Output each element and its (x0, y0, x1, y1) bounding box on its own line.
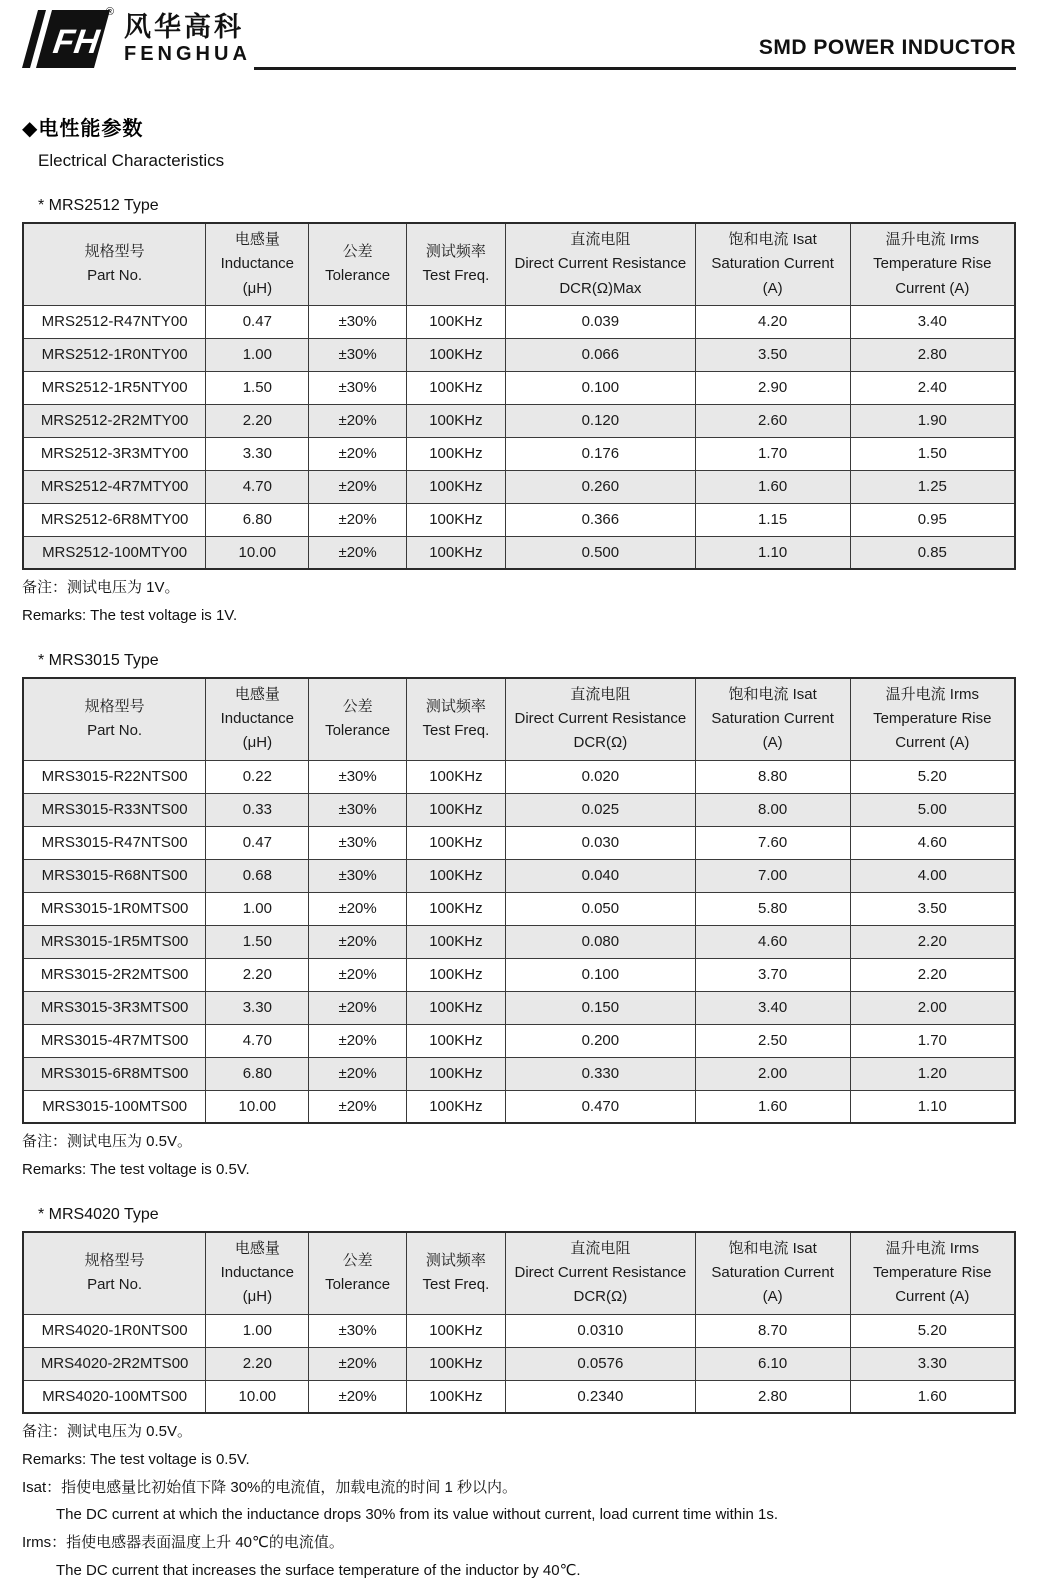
table-cell: 2.20 (850, 925, 1015, 958)
column-header: 饱和电流 Isat Saturation Current (A) (695, 1232, 850, 1314)
table-cell: 3.30 (850, 1347, 1015, 1380)
table-cell: 5.00 (850, 793, 1015, 826)
table-row (23, 991, 1015, 1024)
table-title: * MRS4020 Type (38, 1205, 159, 1223)
table-cell: 10.00 (206, 1380, 309, 1413)
table-cell: 100KHz (406, 404, 505, 437)
table-cell: 1.50 (206, 925, 309, 958)
table-cell: 2.20 (206, 404, 309, 437)
table-cell: 3.30 (206, 991, 309, 1024)
table-cell: MRS3015-R68NTS00 (23, 859, 206, 892)
company-name-cn: 风华高科 (124, 12, 244, 42)
table-cell: ±20% (309, 1347, 406, 1380)
section-heading (22, 112, 1016, 171)
table-cell: 0.0310 (506, 1314, 696, 1347)
table-row (23, 892, 1015, 925)
header-rule (254, 14, 1016, 70)
table-cell: 100KHz (406, 991, 505, 1024)
table-cell: 100KHz (406, 371, 505, 404)
spec-table-mrs4020 (22, 1231, 1016, 1414)
table-cell: MRS3015-R47NTS00 (23, 826, 206, 859)
table-cell: 100KHz (406, 503, 505, 536)
table-cell: 0.85 (850, 536, 1015, 569)
remark-en: Remarks: The test voltage is 0.5V. (22, 1161, 250, 1179)
table-cell: MRS2512-1R5NTY00 (23, 371, 206, 404)
table-title: * MRS3015 Type (38, 651, 159, 669)
column-header: 饱和电流 Isat Saturation Current (A) (695, 678, 850, 760)
isat-definition-cn: Isat：指使电感量比初始值下降 30%的电流值，加载电流的时间 1 秒以内。 (22, 1478, 518, 1496)
table-cell: ±30% (309, 371, 406, 404)
table-cell: MRS2512-100MTY00 (23, 536, 206, 569)
table-cell: 1.90 (850, 404, 1015, 437)
table-cell: 2.60 (695, 404, 850, 437)
table-cell: ±20% (309, 1090, 406, 1123)
table-cell: 2.20 (206, 1347, 309, 1380)
table-cell: 7.60 (695, 826, 850, 859)
table-cell: 0.470 (506, 1090, 696, 1123)
table-row (23, 371, 1015, 404)
table-cell: 6.80 (206, 503, 309, 536)
table-cell: 1.60 (695, 1090, 850, 1123)
footnotes (22, 1479, 1016, 1581)
table-cell: 0.025 (506, 793, 696, 826)
column-header: 测试频率 Test Freq. (406, 223, 505, 305)
table-row (23, 793, 1015, 826)
table-row (23, 958, 1015, 991)
table-cell: 100KHz (406, 1090, 505, 1123)
table-row (23, 503, 1015, 536)
table-cell: 0.066 (506, 338, 696, 371)
table-cell: 100KHz (406, 826, 505, 859)
table-cell: 1.50 (850, 437, 1015, 470)
table-cell: 10.00 (206, 536, 309, 569)
table-cell: 100KHz (406, 793, 505, 826)
table-cell: 1.70 (695, 437, 850, 470)
table-cell: MRS3015-4R7MTS00 (23, 1024, 206, 1057)
table-cell: ±30% (309, 338, 406, 371)
table-cell: 100KHz (406, 1024, 505, 1057)
table-cell: 0.120 (506, 404, 696, 437)
isat-definition-en: The DC current at which the inductance drops 30% from its value without current, load current time within 1s. (56, 1506, 778, 1524)
column-header: 直流电阻 Direct Current Resistance DCR(Ω) (506, 1232, 696, 1314)
document-title: SMD POWER INDUCTOR (758, 36, 1016, 59)
table-cell: 100KHz (406, 338, 505, 371)
table-cell: ±20% (309, 925, 406, 958)
table-cell: 2.80 (695, 1380, 850, 1413)
table-cell: 8.80 (695, 760, 850, 793)
spec-table-mrs2512 (22, 222, 1016, 570)
table-cell: 3.50 (695, 338, 850, 371)
table-cell: ±30% (309, 826, 406, 859)
table-cell: 100KHz (406, 470, 505, 503)
table-cell: ±30% (309, 793, 406, 826)
table-cell: ±30% (309, 1314, 406, 1347)
table-cell: ±20% (309, 1057, 406, 1090)
table-cell: MRS3015-R22NTS00 (23, 760, 206, 793)
table-cell: 0.260 (506, 470, 696, 503)
table-cell: ±20% (309, 991, 406, 1024)
table-cell: 100KHz (406, 925, 505, 958)
table-row (23, 1380, 1015, 1413)
logo-names (124, 10, 251, 65)
table-cell: ±20% (309, 1380, 406, 1413)
table-cell: 0.33 (206, 793, 309, 826)
table-cell: MRS3015-R33NTS00 (23, 793, 206, 826)
table-cell: 1.10 (695, 536, 850, 569)
column-header: 温升电流 Irms Temperature Rise Current (A) (850, 678, 1015, 760)
remark-cn: 备注：测试电压为 1V。 (22, 579, 180, 597)
column-header: 公差 Tolerance (309, 678, 406, 760)
remark-cn: 备注：测试电压为 0.5V。 (22, 1423, 193, 1441)
column-header: 公差 Tolerance (309, 1232, 406, 1314)
column-header: 饱和电流 Isat Saturation Current (A) (695, 223, 850, 305)
irms-definition-cn: Irms：指使电感器表面温度上升 40℃的电流值。 (22, 1534, 344, 1552)
table-section-mrs2512 (22, 197, 1016, 626)
registered-trademark-icon: ® (105, 6, 114, 18)
table-cell: MRS3015-3R3MTS00 (23, 991, 206, 1024)
table-cell: MRS3015-6R8MTS00 (23, 1057, 206, 1090)
table-cell: 4.00 (850, 859, 1015, 892)
table-cell: 0.050 (506, 892, 696, 925)
column-header: 电感量 Inductance (μH) (206, 1232, 309, 1314)
remark-en: Remarks: The test voltage is 1V. (22, 607, 238, 625)
table-cell: ±20% (309, 470, 406, 503)
table-cell: 0.150 (506, 991, 696, 1024)
table-cell: MRS4020-1R0NTS00 (23, 1314, 206, 1347)
irms-definition-en: The DC current that increases the surface temperature of the inductor by 40℃. (56, 1561, 581, 1579)
table-cell: MRS2512-2R2MTY00 (23, 404, 206, 437)
table-cell: 0.47 (206, 305, 309, 338)
table-cell: 4.70 (206, 470, 309, 503)
table-cell: 0.200 (506, 1024, 696, 1057)
table-cell: 4.20 (695, 305, 850, 338)
table-cell: ±20% (309, 958, 406, 991)
table-cell: MRS3015-100MTS00 (23, 1090, 206, 1123)
table-cell: MRS2512-6R8MTY00 (23, 503, 206, 536)
table-cell: 1.50 (206, 371, 309, 404)
table-cell: MRS2512-R47NTY00 (23, 305, 206, 338)
table-cell: 0.22 (206, 760, 309, 793)
table-row (23, 536, 1015, 569)
table-section-mrs3015 (22, 652, 1016, 1180)
table-cell: 1.60 (850, 1380, 1015, 1413)
column-header: 测试频率 Test Freq. (406, 678, 505, 760)
table-cell: 2.90 (695, 371, 850, 404)
table-row (23, 437, 1015, 470)
table-row (23, 826, 1015, 859)
table-cell: 100KHz (406, 760, 505, 793)
table-cell: 0.030 (506, 826, 696, 859)
table-cell: 100KHz (406, 1347, 505, 1380)
table-cell: 3.50 (850, 892, 1015, 925)
table-cell: 100KHz (406, 1057, 505, 1090)
table-row (23, 1024, 1015, 1057)
table-cell: 1.70 (850, 1024, 1015, 1057)
table-cell: MRS2512-3R3MTY00 (23, 437, 206, 470)
table-cell: 6.80 (206, 1057, 309, 1090)
column-header: 测试频率 Test Freq. (406, 1232, 505, 1314)
table-section-mrs4020 (22, 1206, 1016, 1470)
table-cell: 0.040 (506, 859, 696, 892)
table-cell: 3.40 (850, 305, 1015, 338)
svg-text:FH: FH (50, 23, 102, 61)
table-row (23, 1347, 1015, 1380)
table-cell: MRS4020-100MTS00 (23, 1380, 206, 1413)
table-cell: 100KHz (406, 892, 505, 925)
table-cell: 8.70 (695, 1314, 850, 1347)
table-cell: 3.70 (695, 958, 850, 991)
table-cell: 0.366 (506, 503, 696, 536)
table-cell: 1.00 (206, 338, 309, 371)
table-cell: 0.2340 (506, 1380, 696, 1413)
table-cell: 100KHz (406, 536, 505, 569)
column-header: 规格型号 Part No. (23, 678, 206, 760)
table-row (23, 859, 1015, 892)
table-cell: 100KHz (406, 305, 505, 338)
column-header: 公差 Tolerance (309, 223, 406, 305)
table-cell: 1.00 (206, 1314, 309, 1347)
table-cell: MRS2512-1R0NTY00 (23, 338, 206, 371)
table-cell: 2.50 (695, 1024, 850, 1057)
table-cell: MRS4020-2R2MTS00 (23, 1347, 206, 1380)
table-cell: ±30% (309, 760, 406, 793)
table-cell: 0.020 (506, 760, 696, 793)
table-row (23, 1090, 1015, 1123)
fenghua-logo-mark-icon (22, 6, 114, 68)
table-cell: 0.080 (506, 925, 696, 958)
table-row (23, 305, 1015, 338)
table-cell: 0.330 (506, 1057, 696, 1090)
table-cell: 6.10 (695, 1347, 850, 1380)
table-cell: 0.95 (850, 503, 1015, 536)
fenghua-logo-mark-svg (22, 10, 110, 68)
table-cell: 5.80 (695, 892, 850, 925)
fenghua-logo (22, 6, 254, 68)
table-cell: 2.80 (850, 338, 1015, 371)
table-cell: MRS2512-4R7MTY00 (23, 470, 206, 503)
table-cell: 2.20 (206, 958, 309, 991)
table-cell: 1.10 (850, 1090, 1015, 1123)
table-cell: 2.40 (850, 371, 1015, 404)
table-cell: 4.70 (206, 1024, 309, 1057)
table-cell: 1.00 (206, 892, 309, 925)
table-cell: 5.20 (850, 1314, 1015, 1347)
table-cell: ±20% (309, 437, 406, 470)
table-cell: 8.00 (695, 793, 850, 826)
column-header: 直流电阻 Direct Current Resistance DCR(Ω)Max (506, 223, 696, 305)
table-cell: ±20% (309, 536, 406, 569)
table-cell: 0.100 (506, 371, 696, 404)
table-cell: 4.60 (850, 826, 1015, 859)
table-cell: ±20% (309, 892, 406, 925)
table-cell: 7.00 (695, 859, 850, 892)
company-name-en: FENGHUA (124, 43, 251, 65)
header-row (23, 678, 1015, 760)
column-header: 电感量 Inductance (μH) (206, 678, 309, 760)
table-cell: 1.60 (695, 470, 850, 503)
table-cell: 0.0576 (506, 1347, 696, 1380)
table-row (23, 338, 1015, 371)
table-cell: 0.100 (506, 958, 696, 991)
spec-table-mrs3015 (22, 677, 1016, 1124)
table-cell: MRS3015-1R5MTS00 (23, 925, 206, 958)
table-cell: ±20% (309, 503, 406, 536)
table-cell: ±20% (309, 404, 406, 437)
table-cell: 0.039 (506, 305, 696, 338)
table-cell: ±20% (309, 1024, 406, 1057)
header-row (23, 1232, 1015, 1314)
section-title-cn: ◆电性能参数 (22, 118, 144, 140)
column-header: 规格型号 Part No. (23, 223, 206, 305)
table-cell: 0.500 (506, 536, 696, 569)
table-cell: 0.176 (506, 437, 696, 470)
column-header: 直流电阻 Direct Current Resistance DCR(Ω) (506, 678, 696, 760)
table-cell: 0.68 (206, 859, 309, 892)
remark-en: Remarks: The test voltage is 0.5V. (22, 1450, 250, 1468)
table-cell: ±30% (309, 305, 406, 338)
section-title-en: Electrical Characteristics (38, 151, 225, 170)
table-cell: 1.15 (695, 503, 850, 536)
table-cell: 1.20 (850, 1057, 1015, 1090)
column-header: 规格型号 Part No. (23, 1232, 206, 1314)
table-cell: 2.00 (695, 1057, 850, 1090)
table-row (23, 404, 1015, 437)
table-cell: 2.00 (850, 991, 1015, 1024)
table-cell: 1.25 (850, 470, 1015, 503)
header-row (23, 223, 1015, 305)
table-cell: 5.20 (850, 760, 1015, 793)
table-row (23, 1057, 1015, 1090)
table-cell: 10.00 (206, 1090, 309, 1123)
table-row (23, 760, 1015, 793)
table-cell: 3.30 (206, 437, 309, 470)
table-cell: MRS3015-1R0MTS00 (23, 892, 206, 925)
table-cell: ±30% (309, 859, 406, 892)
page-header (22, 6, 1016, 70)
table-cell: 100KHz (406, 958, 505, 991)
column-header: 温升电流 Irms Temperature Rise Current (A) (850, 1232, 1015, 1314)
table-cell: 100KHz (406, 1314, 505, 1347)
table-row (23, 925, 1015, 958)
table-cell: 100KHz (406, 859, 505, 892)
remark-cn: 备注：测试电压为 0.5V。 (22, 1133, 193, 1151)
table-row (23, 470, 1015, 503)
column-header: 电感量 Inductance (μH) (206, 223, 309, 305)
table-cell: 100KHz (406, 437, 505, 470)
table-cell: 2.20 (850, 958, 1015, 991)
table-cell: 4.60 (695, 925, 850, 958)
table-title: * MRS2512 Type (38, 197, 159, 214)
table-cell: 100KHz (406, 1380, 505, 1413)
table-cell: MRS3015-2R2MTS00 (23, 958, 206, 991)
table-row (23, 1314, 1015, 1347)
table-cell: 3.40 (695, 991, 850, 1024)
table-cell: 0.47 (206, 826, 309, 859)
column-header: 温升电流 Irms Temperature Rise Current (A) (850, 223, 1015, 305)
